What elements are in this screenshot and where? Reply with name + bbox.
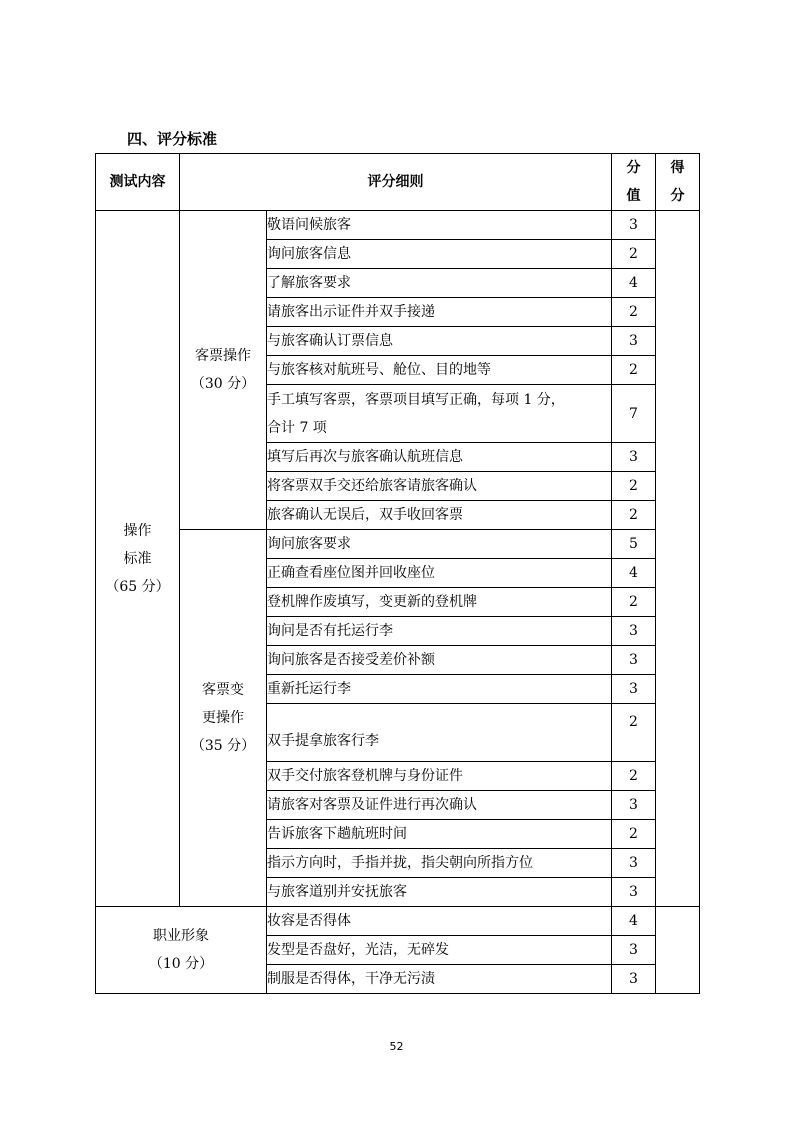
group-ticket-change: 客票变 更操作 （35 分）: [180, 530, 267, 907]
item-text: 指示方向时，手指并拢，指尖朝向所指方位: [267, 849, 612, 878]
item-text: 将客票双手交还给旅客请旅客确认: [267, 472, 612, 501]
item-text: 请旅客出示证件并双手接递: [267, 298, 612, 327]
scoring-table: [95, 153, 700, 994]
item-text: 正确查看座位图并回收座位: [267, 559, 612, 588]
item-score: 3: [612, 617, 656, 646]
table-row: [96, 907, 700, 936]
item-score: 3: [612, 849, 656, 878]
item-score: 3: [612, 791, 656, 820]
item-text: 双手交付旅客登机牌与身份证件: [267, 762, 612, 791]
item-score: 4: [612, 269, 656, 298]
group-operation: 操作 标准 （65 分）: [96, 211, 180, 907]
item-text: 询问旅客是否接受差价补额: [267, 646, 612, 675]
header-content: 测试内容: [96, 154, 180, 211]
item-text: 制服是否得体，干净无污渍: [267, 965, 612, 994]
item-text: 请旅客对客票及证件进行再次确认: [267, 791, 612, 820]
item-score: 3: [612, 936, 656, 965]
item-text: 询问旅客要求: [267, 530, 612, 559]
item-score: 3: [612, 327, 656, 356]
item-text: 旅客确认无误后，双手收回客票: [267, 501, 612, 530]
item-text: 妆容是否得体: [267, 907, 612, 936]
item-score: 2: [612, 298, 656, 327]
got-score-operation: [656, 211, 700, 907]
item-score: 3: [612, 965, 656, 994]
item-text: 填写后再次与旅客确认航班信息: [267, 443, 612, 472]
item-text: 登机牌作废填写，变更新的登机牌: [267, 588, 612, 617]
item-score: 3: [612, 646, 656, 675]
item-score: 2: [612, 501, 656, 530]
item-score: 2: [612, 240, 656, 269]
item-score: 3: [612, 211, 656, 240]
item-text: 告诉旅客下趟航班时间: [267, 820, 612, 849]
item-text: 询问旅客信息: [267, 240, 612, 269]
item-score: 2: [612, 472, 656, 501]
item-text: 双手提拿旅客行李: [267, 704, 612, 762]
table-row: [96, 530, 700, 559]
item-text: 了解旅客要求: [267, 269, 612, 298]
item-score: 7: [612, 385, 656, 443]
item-text: 发型是否盘好，光洁，无碎发: [267, 936, 612, 965]
table-row: [96, 211, 700, 240]
item-score: 2: [612, 762, 656, 791]
page-number: 52: [389, 1040, 404, 1053]
item-score: 3: [612, 878, 656, 907]
section-heading: 四、评分标准: [127, 130, 218, 148]
item-score: 2: [612, 820, 656, 849]
item-score: 5: [612, 530, 656, 559]
item-text: 与旅客道别并安抚旅客: [267, 878, 612, 907]
item-score: 2: [612, 704, 656, 762]
item-text: 敬语问候旅客: [267, 211, 612, 240]
item-text: 询问是否有托运行李: [267, 617, 612, 646]
group-ticket: 客票操作 （30 分）: [180, 211, 267, 530]
item-score: 2: [612, 356, 656, 385]
item-text: 手工填写客票，客票项目填写正确，每项 1 分， 合计 7 项: [267, 385, 612, 443]
item-score: 4: [612, 907, 656, 936]
header-score: 分 值: [612, 154, 656, 211]
item-text: 与旅客核对航班号、舱位、目的地等: [267, 356, 612, 385]
got-score-image: [656, 907, 700, 994]
item-text: 与旅客确认订票信息: [267, 327, 612, 356]
item-text: 重新托运行李: [267, 675, 612, 704]
item-score: 3: [612, 675, 656, 704]
item-score: 2: [612, 588, 656, 617]
item-score: 4: [612, 559, 656, 588]
header-got: 得 分: [656, 154, 700, 211]
header-details: 评分细则: [180, 154, 612, 211]
item-score: 3: [612, 443, 656, 472]
group-professional-image: 职业形象 （10 分）: [96, 907, 267, 994]
